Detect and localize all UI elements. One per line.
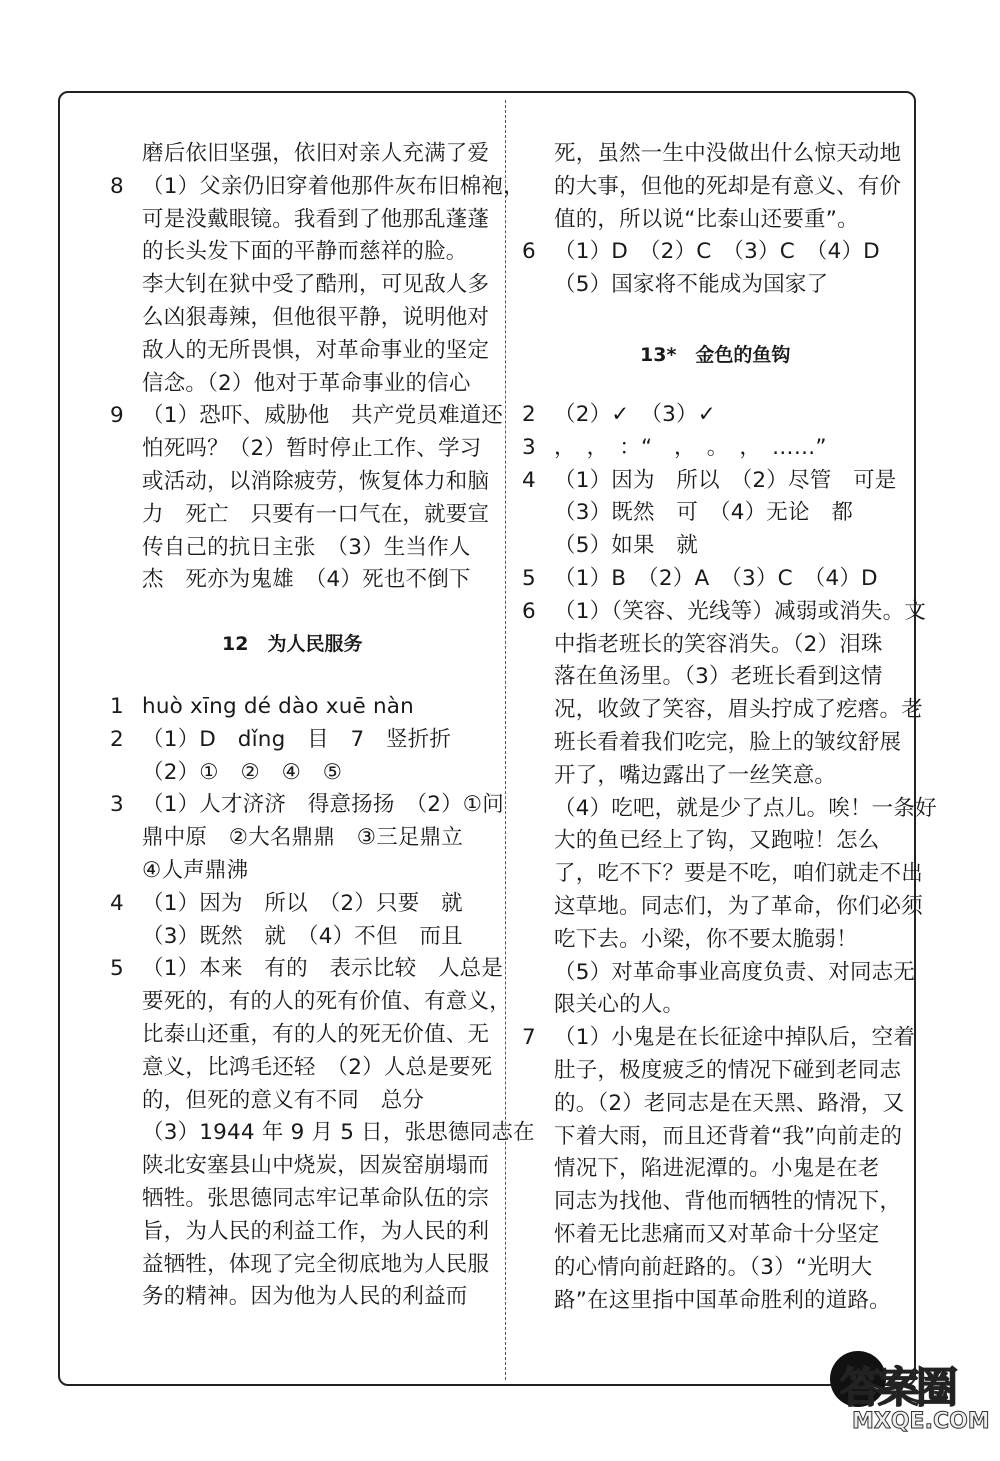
answer-text: 的心情向前赶路的。（3）“光明大	[554, 1254, 873, 1280]
question-number: 8	[110, 173, 124, 199]
question-number: 5	[522, 566, 536, 591]
answer-text: （5）国家将不能成为国家了	[554, 272, 829, 298]
question-number: 1	[110, 694, 124, 719]
answer-text: （1）本来 有的 表示比较 人总是	[142, 956, 504, 982]
answer-text: 或活动，以消除疲劳，恢复体力和脑	[142, 469, 490, 494]
answer-text: 磨后依旧坚强，依旧对亲人充满了爱	[142, 141, 490, 166]
answer-text: （1）B （2）A （3）C （4）D	[554, 566, 878, 591]
question-number: 4	[522, 467, 536, 493]
column-divider	[505, 100, 506, 1380]
answer-text: 了，吃不下？要是不吃，咱们就走不出	[554, 861, 923, 887]
answer-text: 杰 死亦为鬼雄 （4）死也不倒下	[142, 567, 471, 593]
answer-text: 况，收敛了笑容，眉头拧成了疙瘩。老	[554, 697, 923, 723]
question-number: 5	[110, 956, 124, 982]
answer-text: （1）因为 所以 （2）尽管 可是	[554, 467, 897, 493]
answer-text: 限关心的人。	[554, 992, 685, 1018]
answer-text: 的大事，但他的死却是有意义、有价	[554, 173, 902, 199]
answer-text: 大的鱼已经上了钩，又跑啦！怎么	[554, 828, 880, 854]
answer-text: 陕北安塞县山中烧炭，因炭窑崩塌而	[142, 1153, 490, 1179]
answer-text: 的长头发下面的平静而慈祥的脸。	[142, 239, 468, 265]
answer-text: 开了，嘴边露出了一丝笑意。	[554, 762, 837, 788]
answer-text: 比泰山还重，有的人的死无价值、无	[142, 1022, 490, 1047]
question-number: 2	[522, 402, 536, 427]
answer-text: （2）✓ （3）✓	[554, 402, 716, 427]
section-heading: 12 为人民服务	[222, 633, 363, 655]
question-number: 3	[110, 792, 124, 818]
answer-text: 路”在这里指中国革命胜利的道路。	[554, 1287, 891, 1313]
answer-text: ④人声鼎沸	[142, 858, 249, 883]
answer-text: 死，虽然一生中没做出什么惊天动地	[554, 141, 902, 166]
answer-text: 班长看着我们吃完，脸上的皱纹舒展	[554, 730, 902, 755]
watermark-logo-text: 答案圈	[840, 1363, 955, 1412]
question-number: 2	[110, 726, 124, 752]
answer-text: （1）D dǐng 目 7 竖折折	[142, 726, 452, 752]
answer-text: 中指老班长的笑容消失。（2）泪珠	[554, 631, 883, 657]
answer-text: 么凶狠毒辣，但他很平静，说明他对	[142, 305, 490, 330]
answer-text: 肚子，极度疲乏的情况下碰到老同志	[554, 1058, 902, 1083]
answer-text: 的。（2）老同志是在天黑、路滑，又	[554, 1090, 905, 1116]
answer-text: （3）既然 就 （4）不但 而且	[142, 923, 463, 949]
answer-text: 传自己的抗日主张 （3）生当作人	[142, 534, 471, 560]
answer-text: （5）如果 就	[554, 533, 699, 559]
answer-text: 怀着无比悲痛而又对革命十分坚定	[554, 1222, 880, 1247]
answer-text: 落在鱼汤里。（3）老班长看到这情	[554, 664, 883, 690]
answer-text: 务的精神。因为他为人民的利益而	[142, 1284, 468, 1310]
answer-text: 情况下，陷进泥潭的。小鬼是在老	[554, 1156, 880, 1182]
answer-text: 吃下去。小梁，你不要太脆弱！	[554, 926, 858, 952]
watermark-url: MXQE.COM	[852, 1409, 990, 1434]
answer-text: （2）① ② ④ ⑤	[142, 759, 343, 785]
answer-text: 牺牲。张思德同志牢记革命队伍的宗	[142, 1186, 490, 1211]
answer-text: 信念。（2）他对于革命事业的信心	[142, 370, 471, 396]
answer-text: 意义，比鸿毛还轻 （2）人总是要死	[142, 1054, 493, 1080]
question-number: 6	[522, 239, 536, 265]
answer-text: 下着大雨，而且还背着“我”向前走的	[554, 1123, 903, 1149]
section-heading: 13* 金色的鱼钩	[640, 344, 791, 366]
question-number: 3	[522, 434, 536, 460]
answer-text: （3）1944 年 9 月 5 日，张思德同志在	[142, 1120, 535, 1146]
answer-text: （1）父亲仍旧穿着他那件灰布旧棉袍，	[142, 173, 525, 199]
answer-text: （1）（笑容、光线等）减弱或消失。文	[554, 598, 927, 624]
question-number: 7	[522, 1025, 536, 1051]
answer-text: 力 死亡 只要有一口气在，就要宣	[142, 501, 490, 527]
answer-text: 敌人的无所畏惧，对革命事业的坚定	[142, 337, 490, 363]
answer-text: 要死的，有的人的死有价值、有意义，	[142, 989, 511, 1015]
answer-text: 旨，为人民的利益工作，为人民的利	[142, 1218, 490, 1244]
answer-text: huò xīng dé dào xuē nàn	[142, 694, 415, 719]
answer-text: （1）恐吓、威胁他 共产党员难道还	[142, 403, 504, 429]
answer-text: （1）人才济济 得意扬扬 （2）①问	[142, 792, 504, 818]
answer-text: 这草地。同志们，为了革命，你们必须	[554, 894, 923, 919]
answer-text: （4）吃吧，就是少了点儿。唉！一条好	[554, 795, 937, 821]
answer-text: （1）因为 所以 （2）只要 就	[142, 890, 463, 916]
answer-text: 值的，所以说“比泰山还要重”。	[554, 206, 859, 232]
question-number: 6	[522, 598, 536, 624]
answer-text: 同志为找他、背他而牺牲的情况下，	[554, 1189, 902, 1215]
answer-text: 鼎中原 ②大名鼎鼎 ③三足鼎立	[142, 825, 464, 851]
answer-text: （3）既然 可 （4）无论 都	[554, 500, 854, 526]
answer-text: （1）小鬼是在长征途中掉队后，空着	[554, 1025, 916, 1051]
watermark-logo	[830, 1351, 990, 1441]
question-number: 9	[110, 403, 124, 429]
answer-text: 可是没戴眼镜。我看到了他那乱蓬蓬	[142, 206, 490, 232]
answer-text: （5）对革命事业高度负责、对同志无	[554, 959, 916, 985]
answer-text: 益牺牲，体现了完全彻底地为人民服	[142, 1251, 490, 1277]
answer-text: ， ， ：“ ， 。 ， ……”	[554, 434, 827, 460]
question-number: 4	[110, 890, 124, 916]
answer-text: （1）D （2）C （3）C （4）D	[554, 239, 880, 265]
answer-text: 怕死吗？（2）暂时停止工作、学习	[142, 436, 482, 462]
answer-text: 李大钊在狱中受了酷刑，可见敌人多	[142, 272, 490, 298]
answer-text: 的，但死的意义有不同 总分	[142, 1087, 425, 1113]
